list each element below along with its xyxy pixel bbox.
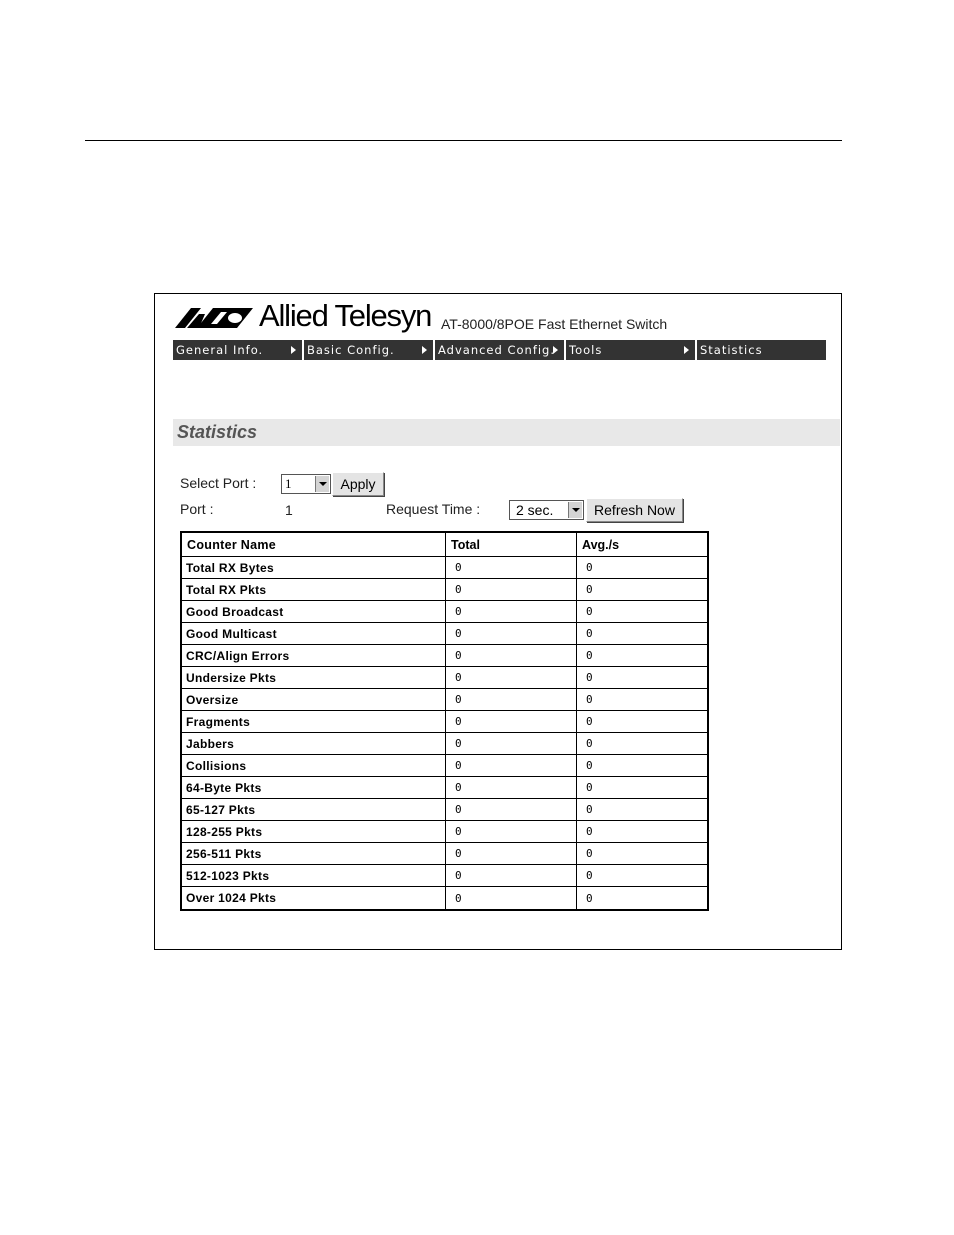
request-time-value: 2 sec. [516, 502, 554, 518]
apply-button[interactable]: Apply [332, 472, 384, 496]
screenshot-frame [154, 293, 842, 950]
table-row [182, 601, 707, 623]
counter-name: Fragments [182, 711, 446, 733]
nav-general-info[interactable] [173, 340, 302, 360]
nav-arrow-icon [291, 346, 296, 354]
nav-label: General Info. [176, 343, 264, 357]
table-row [182, 557, 707, 579]
table-row [182, 755, 707, 777]
table-row [182, 645, 707, 667]
counter-total: 0 [446, 711, 577, 733]
table-row [182, 843, 707, 865]
dropdown-arrow-icon[interactable] [315, 476, 329, 492]
counter-avg: 0 [577, 711, 707, 733]
counter-name: Over 1024 Pkts [182, 887, 446, 909]
nav-statistics[interactable] [697, 340, 826, 360]
nav-arrow-icon [553, 346, 558, 354]
counter-name: Total RX Pkts [182, 579, 446, 601]
counter-name: 256-511 Pkts [182, 843, 446, 865]
counter-avg: 0 [577, 601, 707, 623]
counter-name: Oversize [182, 689, 446, 711]
nav-arrow-icon [422, 346, 427, 354]
counter-avg: 0 [577, 755, 707, 777]
counter-name: 65-127 Pkts [182, 799, 446, 821]
counter-avg: 0 [577, 865, 707, 887]
counter-total: 0 [446, 667, 577, 689]
request-time-label: Request Time : [386, 501, 481, 517]
port-label: Port : [180, 501, 214, 517]
port-value: 1 [285, 502, 293, 518]
table-row [182, 579, 707, 601]
nav-advanced-config[interactable] [435, 340, 564, 360]
column-header-avg: Avg./s [577, 533, 707, 557]
column-header-counter-name: Counter Name [182, 533, 446, 557]
counter-avg: 0 [577, 733, 707, 755]
counter-avg: 0 [577, 579, 707, 601]
brand-name: Allied Telesyn [259, 298, 432, 333]
counter-name: Collisions [182, 755, 446, 777]
counter-total: 0 [446, 601, 577, 623]
counter-name: Total RX Bytes [182, 557, 446, 579]
allied-telesyn-logo-icon [175, 306, 253, 330]
counter-total: 0 [446, 755, 577, 777]
table-row [182, 711, 707, 733]
counter-name: Good Multicast [182, 623, 446, 645]
counter-avg: 0 [577, 777, 707, 799]
column-header-total: Total [446, 533, 577, 557]
nav-label: Basic Config. [307, 343, 395, 357]
table-row [182, 667, 707, 689]
nav-label: Statistics [700, 343, 763, 357]
table-row [182, 623, 707, 645]
counter-total: 0 [446, 733, 577, 755]
page-rule [85, 140, 842, 141]
nav-label: Advanced Config. [438, 343, 556, 357]
counter-total: 0 [446, 623, 577, 645]
select-port-label: Select Port : [180, 475, 257, 491]
section-header [173, 419, 840, 446]
nav-tools[interactable] [566, 340, 695, 360]
counter-name: 128-255 Pkts [182, 821, 446, 843]
nav-arrow-icon [684, 346, 689, 354]
counter-name: 64-Byte Pkts [182, 777, 446, 799]
counter-total: 0 [446, 645, 577, 667]
counter-avg: 0 [586, 891, 593, 905]
counter-total: 0 [446, 865, 577, 887]
table-row [182, 689, 707, 711]
counter-avg: 0 [577, 799, 707, 821]
counter-name: CRC/Align Errors [182, 645, 446, 667]
main-nav [173, 340, 826, 360]
counter-total: 0 [446, 557, 577, 579]
table-row [182, 821, 707, 843]
counter-name: Jabbers [182, 733, 446, 755]
counter-avg: 0 [577, 667, 707, 689]
counter-name: 512-1023 Pkts [182, 865, 446, 887]
table-row [182, 887, 707, 909]
counter-total: 0 [446, 887, 577, 909]
page-title: Statistics [177, 422, 258, 442]
table-row [182, 865, 707, 887]
product-name: AT-8000/8POE Fast Ethernet Switch [441, 316, 668, 332]
table-row [182, 733, 707, 755]
nav-basic-config[interactable] [304, 340, 433, 360]
counter-name: Undersize Pkts [182, 667, 446, 689]
counter-total: 0 [446, 689, 577, 711]
counter-total: 0 [446, 799, 577, 821]
counter-total: 0 [446, 579, 577, 601]
refresh-now-button[interactable]: Refresh Now [586, 498, 683, 522]
table-header-row [182, 533, 707, 557]
port-select[interactable] [281, 474, 331, 494]
counter-avg: 0 [577, 557, 707, 579]
counter-avg: 0 [577, 645, 707, 667]
counter-total: 0 [446, 777, 577, 799]
table-row [182, 777, 707, 799]
counter-name: Good Broadcast [182, 601, 446, 623]
port-select-value: 1 [285, 476, 292, 491]
request-time-select[interactable] [509, 500, 584, 520]
statistics-table [180, 531, 709, 911]
counter-avg: 0 [577, 843, 707, 865]
counter-avg: 0 [577, 689, 707, 711]
table-row [182, 799, 707, 821]
counter-avg: 0 [577, 623, 707, 645]
counter-avg: 0 [577, 821, 707, 843]
dropdown-arrow-icon[interactable] [568, 502, 582, 518]
counter-total: 0 [446, 821, 577, 843]
nav-label: Tools [569, 343, 603, 357]
counter-total: 0 [446, 843, 577, 865]
